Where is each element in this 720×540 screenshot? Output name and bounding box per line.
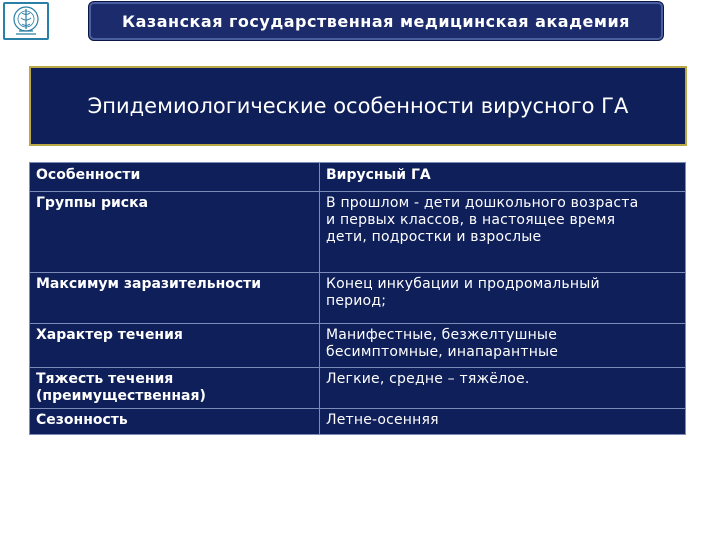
- epidemiology-table: [29, 162, 686, 435]
- table-row: [30, 273, 686, 324]
- row-value: В прошлом - дети дошкольного возраста и первых классов, в настоящее время дети, подростки и взрослые: [320, 192, 686, 273]
- row-feature-label: Тяжесть течения (преимущественная): [30, 368, 320, 409]
- slide-title: Эпидемиологические особенности вирусного ГА: [29, 66, 687, 146]
- academy-name-banner: Казанская государственная медицинская академия: [89, 2, 663, 40]
- table-header-row: [30, 163, 686, 192]
- row-feature-label: Характер течения: [30, 324, 320, 368]
- column-header-features: Особенности: [30, 163, 320, 192]
- row-value: Легкие, средне – тяжёлое.: [320, 368, 686, 409]
- table-row: [30, 368, 686, 409]
- table-row: [30, 409, 686, 435]
- table-row: [30, 324, 686, 368]
- row-value: Летне-осенняя: [320, 409, 686, 435]
- table-row: [30, 192, 686, 273]
- academy-emblem-icon: [3, 2, 49, 40]
- row-feature-label: Сезонность: [30, 409, 320, 435]
- row-value: Конец инкубации и продромальный период;: [320, 273, 686, 324]
- column-header-viral-hepatitis: Вирусный ГА: [320, 163, 686, 192]
- row-feature-label: Группы риска: [30, 192, 320, 273]
- row-feature-label: Максимум заразительности: [30, 273, 320, 324]
- row-value: Манифестные, безжелтушные бесимптомные, инапарантные: [320, 324, 686, 368]
